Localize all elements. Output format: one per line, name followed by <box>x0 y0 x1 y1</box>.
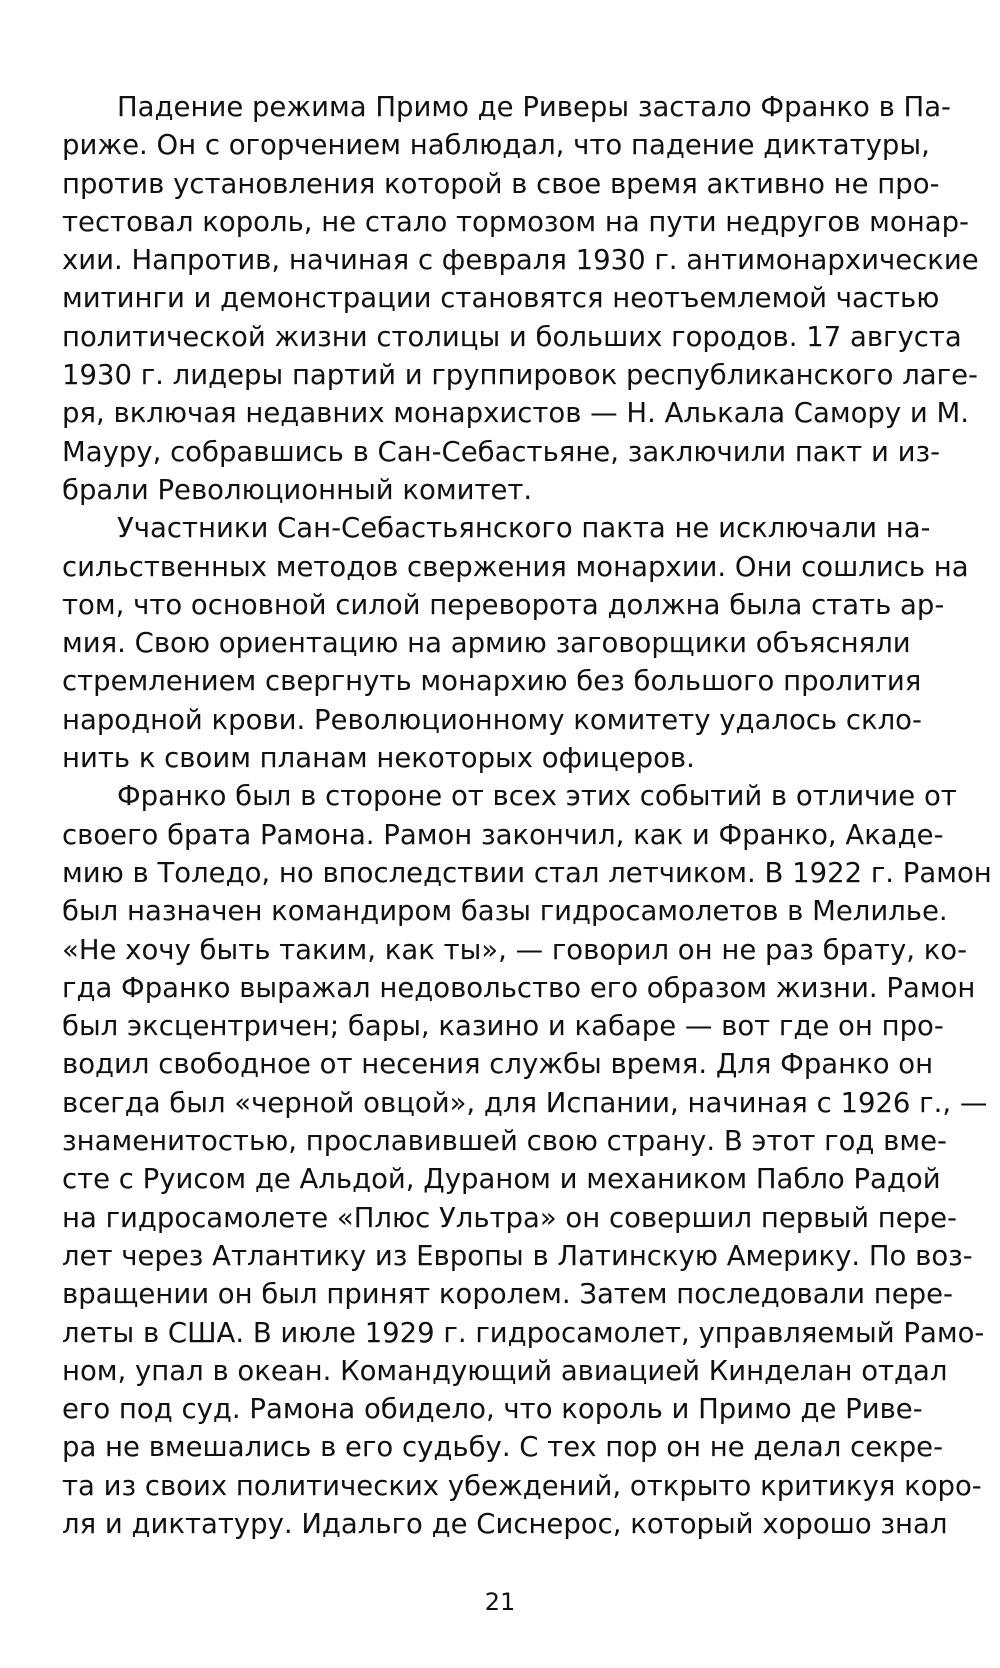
text-line: всегда был «черной овцой», для Испании, начиная с 1926 г., — <box>62 1086 988 1119</box>
text-line: риже. Он с огорчением наблюдал, что падение диктатуры, <box>62 129 930 162</box>
text-line: Участники Сан-Себастьянского пакта не исключали на- <box>117 512 931 545</box>
page-number: 21 <box>484 1588 516 1616</box>
text-line: мию в Толедо, но впоследствии стал летчиком. В 1922 г. Рамон <box>62 856 992 889</box>
text-line: хии. Напротив, начиная с февраля 1930 г. антимонархические <box>62 244 979 277</box>
text-line: та из своих политических убеждений, открыто критикуя коро- <box>62 1469 982 1502</box>
text-line: митинги и демонстрации становятся неотъемлемой частью <box>62 282 940 315</box>
text-line: против установления которой в свое время активно не про- <box>62 167 940 200</box>
text-line: вращении он был принят королем. Затем последовали пере- <box>62 1278 953 1311</box>
text-line: водил свободное от несения службы время. Для Франко он <box>62 1048 934 1081</box>
text-line: знаменитостью, прославившей свою страну. В этот год вме- <box>62 1125 947 1158</box>
text-line: своего брата Рамона. Рамон закончил, как и Франко, Акаде- <box>62 818 944 851</box>
paragraph <box>62 509 969 777</box>
text-line: на гидросамолете «Плюс Ультра» он совершил первый пере- <box>62 1201 957 1234</box>
text-line: «Не хочу быть таким, как ты», — говорил он не раз брату, ко- <box>62 933 968 966</box>
text-line: ра не вмешались в его судьбу. С тех пор он не делал секре- <box>62 1431 944 1464</box>
paragraph <box>62 88 979 509</box>
text-line: леты в США. В июле 1929 г. гидросамолет, управляемый Рамо- <box>62 1316 985 1349</box>
paragraph <box>62 777 992 1543</box>
text-line: сильственных методов свержения монархии. Они сошлись на <box>62 550 969 583</box>
text-line: был эксцентричен; бары, казино и кабаре — вот где он про- <box>62 1010 944 1043</box>
text-line: 1930 г. лидеры партий и группировок республиканского лаге- <box>62 359 978 392</box>
text-line: Падение режима Примо де Риверы застало Франко в Па- <box>117 91 951 123</box>
text-line: стремлением свергнуть монархию без большого пролития <box>62 665 922 698</box>
text-line: политической жизни столицы и больших городов. 17 августа <box>62 320 962 353</box>
text-line: Мауру, собравшись в Сан-Себастьяне, заключили пакт и из- <box>62 435 941 468</box>
text-line: брали Революционный комитет. <box>62 473 533 506</box>
text-line: лет через Атлантику из Европы в Латинскую Америку. По воз- <box>62 1239 973 1272</box>
text-line: его под суд. Рамона обидело, что король и Примо де Риве- <box>62 1393 923 1426</box>
text-line: ря, включая недавних монархистов — Н. Алькала Самору и М. <box>62 397 969 430</box>
body-text <box>62 88 992 1543</box>
text-line: мия. Свою ориентацию на армию заговорщики объясняли <box>62 627 911 660</box>
text-line: народной крови. Революционному комитету удалось скло- <box>62 703 922 736</box>
text-line: ном, упал в океан. Командующий авиацией Кинделан отдал <box>62 1354 948 1387</box>
text-line: нить к своим планам некоторых офицеров. <box>62 742 695 775</box>
text-line: ля и диктатуру. Идальго де Сиснерос, который хорошо знал <box>62 1507 948 1540</box>
text-line: тестовал король, не стало тормозом на пути недругов монар- <box>62 205 969 238</box>
text-line: гда Франко выражал недовольство его образом жизни. Рамон <box>62 971 976 1004</box>
text-line: Франко был в стороне от всех этих событий в отличие от <box>117 780 957 813</box>
text-line: был назначен командиром базы гидросамолетов в Мелилье. <box>62 895 948 928</box>
text-line: том, что основной силой переворота должна была стать ар- <box>62 588 945 621</box>
text-line: сте с Руисом де Альдой, Дураном и механиком Пабло Радой <box>62 1163 941 1196</box>
